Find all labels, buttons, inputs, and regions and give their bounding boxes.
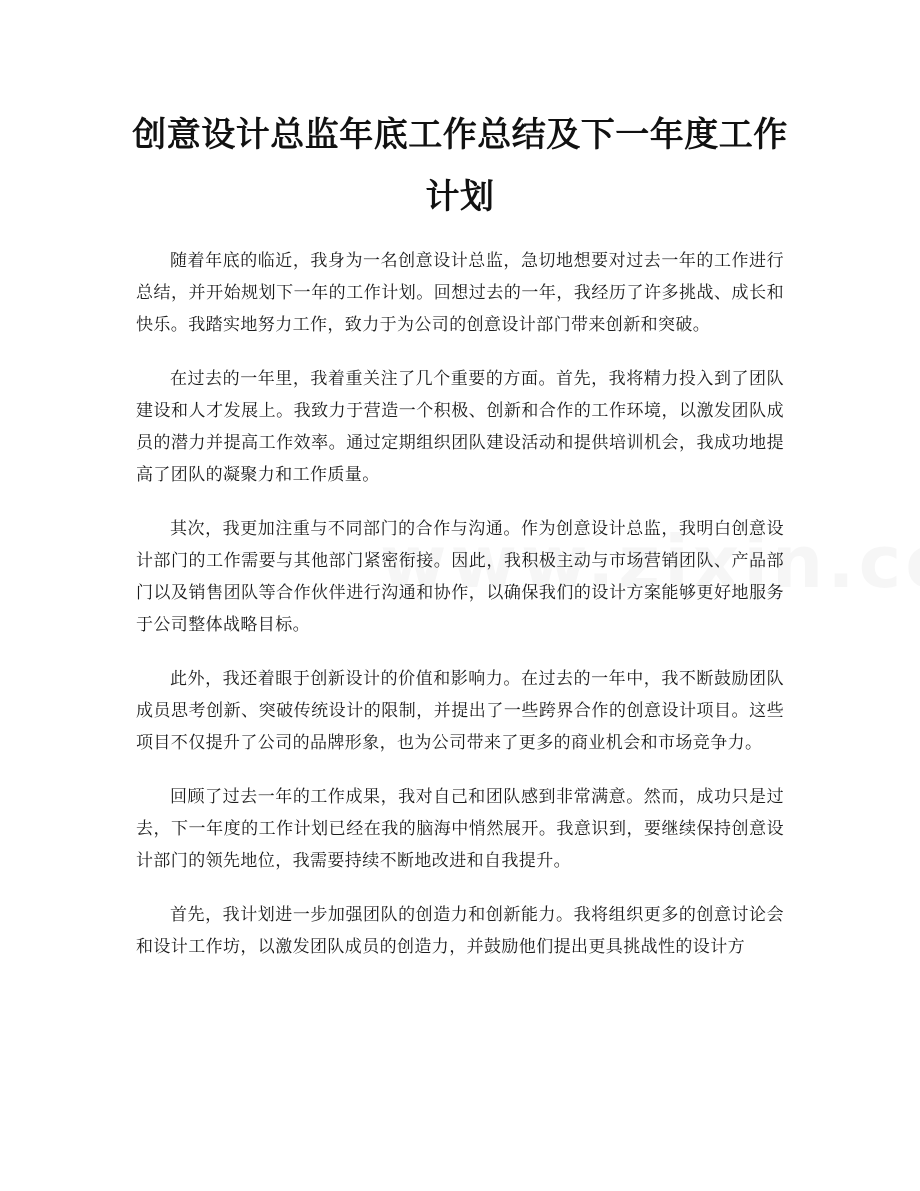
document-title: 创意设计总监年底工作总结及下一年度工作计划 [132,115,788,217]
paragraph-6: 首先，我计划进一步加强团队的创造力和创新能力。我将组织更多的创意讨论会和设计工作坊，以激发团队成员的创造力，并鼓励他们提出更具挑战性的设计方 [136,905,784,957]
paragraph-1: 随着年底的临近，我身为一名创意设计总监，急切地想要对过去一年的工作进行总结，并开始规划下一年的工作计划。回想过去的一年，我经历了许多挑战、成长和快乐。我踏实地努力工作，致力于为公司的创意设计部门带来创新和突破。 [136,251,784,335]
paragraph-2: 在过去的一年里，我着重关注了几个重要的方面。首先，我将精力投入到了团队建设和人才发展上。我致力于营造一个积极、创新和合作的工作环境，以激发团队成员的潜力并提高工作效率。通过定期组织团队建设活动和提供培训机会，我成功地提高了团队的凝聚力和工作质量。 [136,369,784,485]
paragraph-3: 其次，我更加注重与不同部门的合作与沟通。作为创意设计总监，我明白创意设计部门的工作需要与其他部门紧密衔接。因此，我积极主动与市场营销团队、产品部门以及销售团队等合作伙伴进行沟通和协作，以确保我们的设计方案能够更好地服务于公司整体战略目标。 [136,519,784,635]
paragraph-5: 回顾了过去一年的工作成果，我对自己和团队感到非常满意。然而，成功只是过去，下一年度的工作计划已经在我的脑海中悄然展开。我意识到，要继续保持创意设计部门的领先地位，我需要持续不断地改进和自我提升。 [136,787,784,871]
paragraph-4: 此外，我还着眼于创新设计的价值和影响力。在过去的一年中，我不断鼓励团队成员思考创新、突破传统设计的限制，并提出了一些跨界合作的创意设计项目。这些项目不仅提升了公司的品牌形象，也为公司带来了更多的商业机会和市场竞争力。 [136,669,784,753]
document-body [136,245,784,985]
